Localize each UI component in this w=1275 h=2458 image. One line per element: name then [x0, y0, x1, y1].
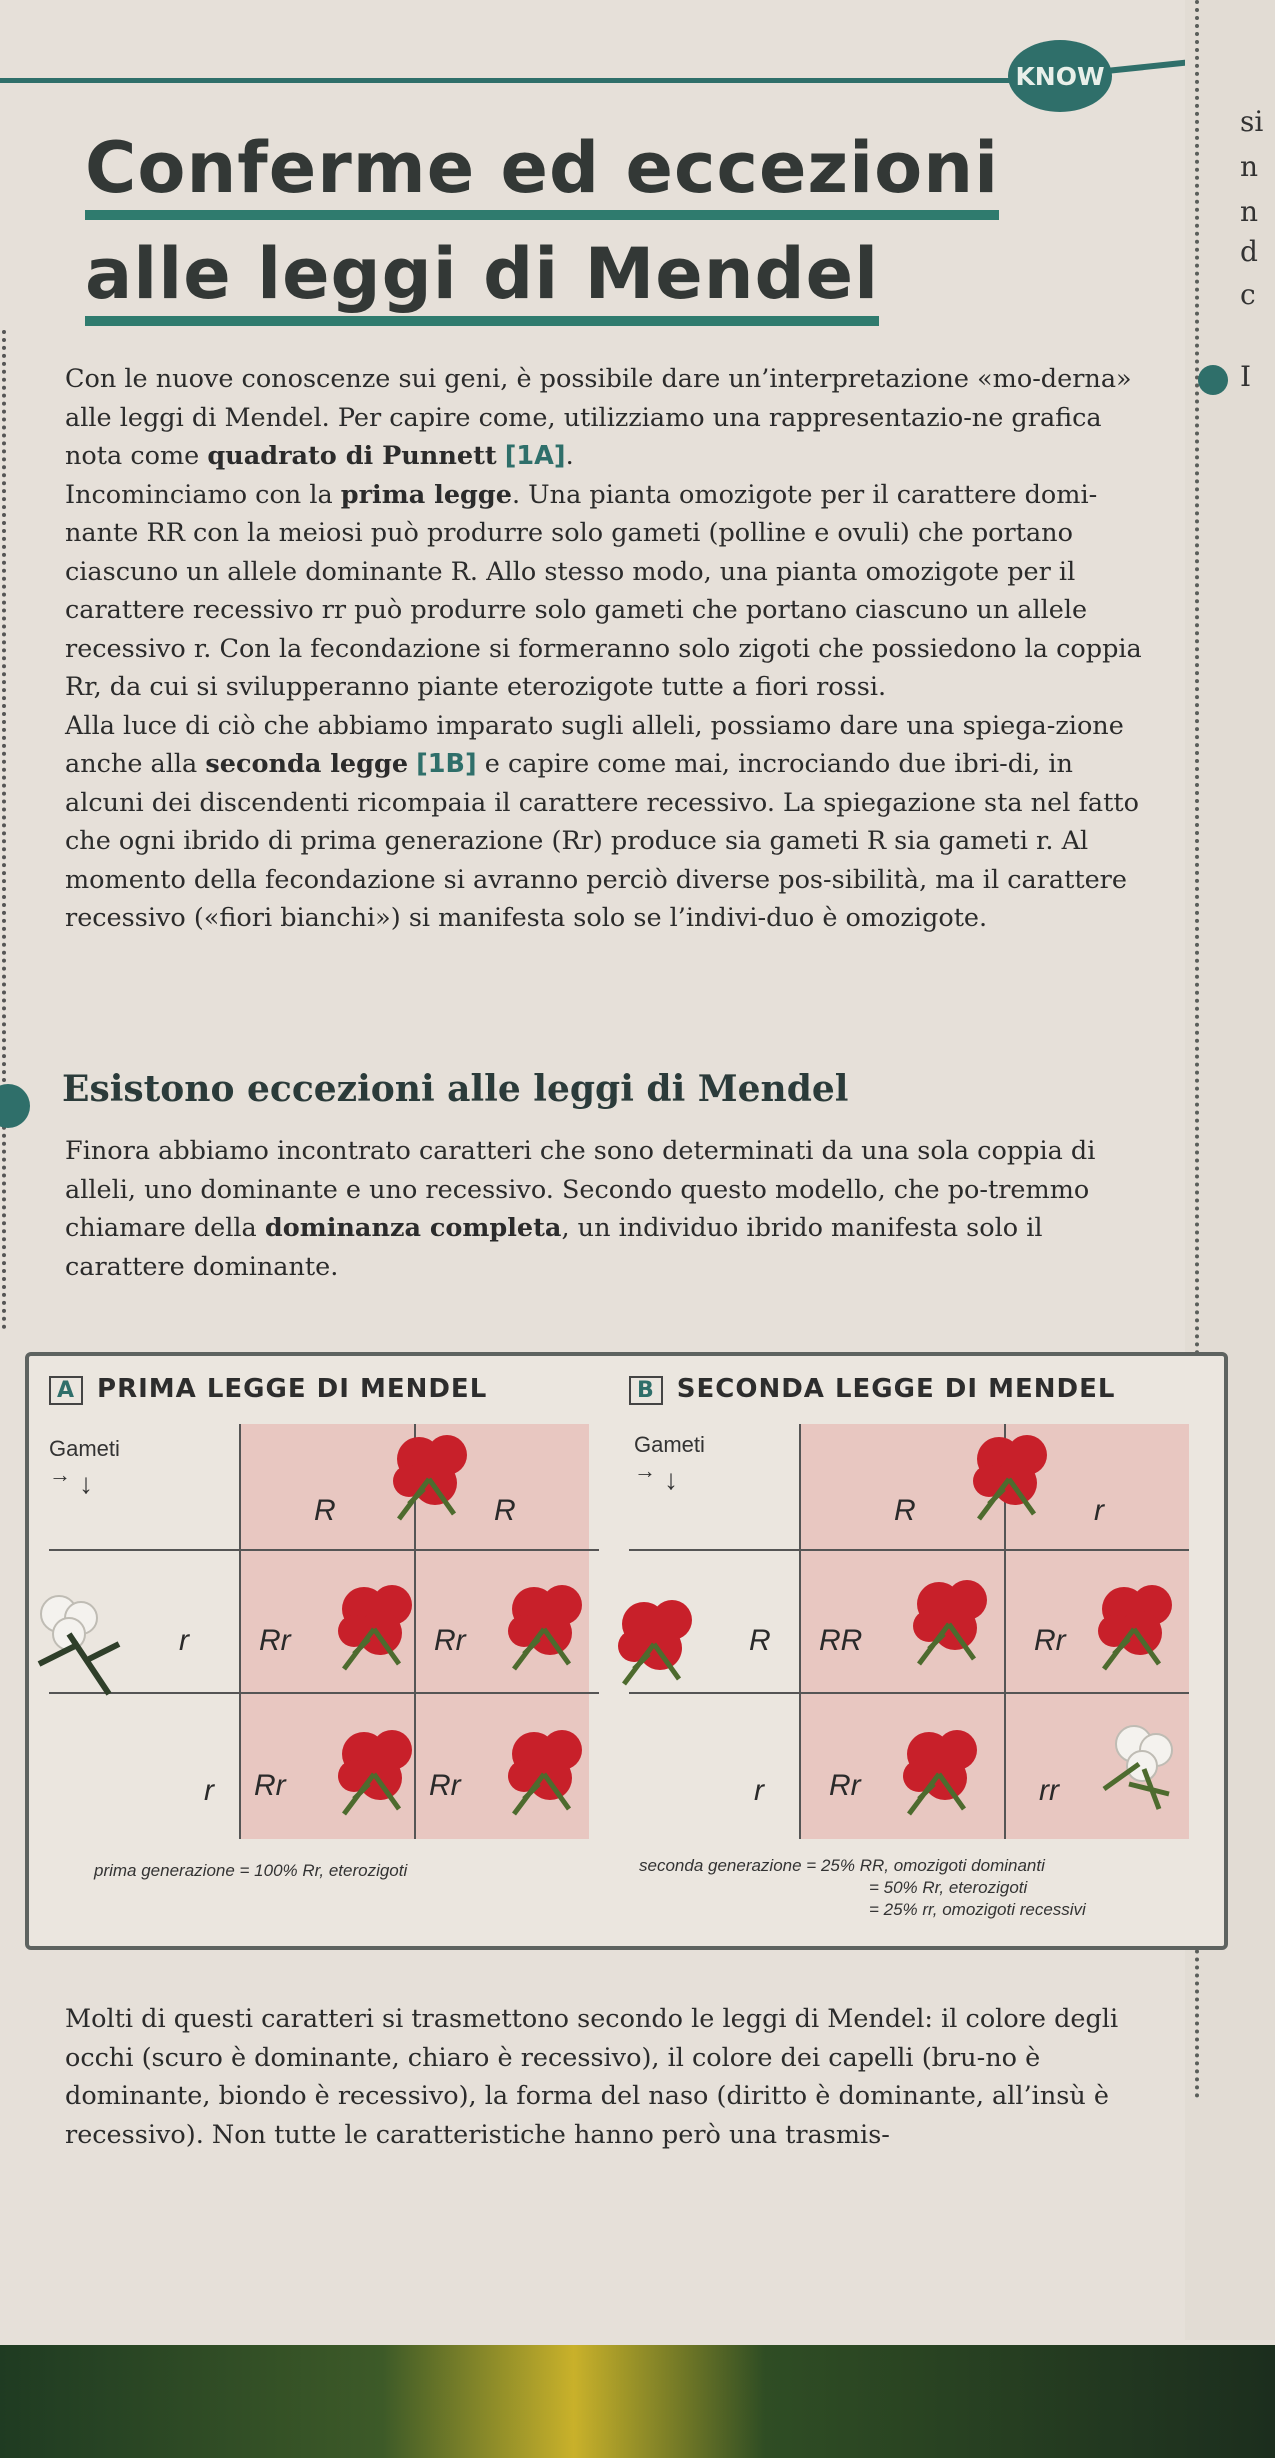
genotype-cell: Rr	[1034, 1624, 1066, 1657]
row-header: r	[754, 1774, 764, 1807]
intro-text: Con le nuove conoscenze sui geni, è possibile dare un’interpretazione «mo-derna» alle leggi di Mendel. Per capire come, utilizziamo una rappresentazio-ne grafica nota come	[65, 364, 1132, 471]
edge-letter: d	[1240, 235, 1258, 268]
panel-b-title-text: SECONDA LEGGE DI MENDEL	[676, 1374, 1116, 1404]
intro-paragraph	[65, 360, 1145, 938]
section-bullet	[0, 1084, 30, 1128]
panel-b-caption-1: seconda generazione = 25% RR, omozigoti dominanti	[639, 1856, 1045, 1875]
row-header: r	[204, 1774, 214, 1807]
left-dotted-margin	[2, 330, 6, 1330]
red-flower-icon	[1084, 1569, 1194, 1679]
title-line-1: Conferme ed eccezioni	[85, 126, 999, 220]
col-header: r	[1094, 1494, 1104, 1527]
edge-letter: n	[1240, 195, 1259, 228]
figure-ref-1a[interactable]: [1A]	[504, 441, 566, 471]
edge-letter: n	[1240, 150, 1259, 183]
section-paragraph	[65, 1132, 1145, 1286]
red-flower-icon	[899, 1564, 1009, 1674]
next-page-edge	[1185, 0, 1275, 2340]
title-line-2: alle leggi di Mendel	[85, 232, 879, 326]
down-arrow-icon: ↓	[79, 1468, 93, 1499]
genotype-cell: Rr	[429, 1769, 461, 1802]
gametes-label: Gameti →	[634, 1432, 705, 1483]
intro-text: Incominciamo con la	[65, 479, 341, 510]
term-first-law: prima legge	[340, 479, 512, 510]
grid-line	[49, 1549, 599, 1551]
row-header: r	[179, 1624, 189, 1657]
intro-text: . Una pianta omozigote per il carattere domi-nante RR con la meiosi può produrre solo gameti (polline e ovuli) che portano ciascuno un allele dominante R. Allo stesso modo, una pianta omozigote per il carattere recessivo rr può produrre solo gameti che portano ciascuno un allele recessivo r. Con la fecondazione si formeranno solo zigoti che possiedono la coppia Rr, da cui si svilupperanno piante eterozigote tutte a fiori rossi.	[65, 479, 1142, 702]
panel-b-letter: B	[629, 1376, 663, 1405]
panel-b-caption-2: = 50% Rr, eterozigoti	[869, 1878, 1028, 1897]
intro-text: e capire come mai, incrociando due ibri-di, in alcuni dei discendenti ricompaia il carattere recessivo. La spiegazione sta nel fatto che ogni ibrido di prima generazione (Rr) produce sia gameti R sia gameti r. Al momento della fecondazione si avranno perciò diverse pos-sibilità, ma il carattere recessivo («fiori bianchi») si manifesta solo se l’indivi-duo è omozigote.	[65, 749, 1139, 933]
panel-a-title-text: PRIMA LEGGE DI MENDEL	[97, 1374, 488, 1404]
genotype-cell: RR	[819, 1624, 863, 1657]
col-header: R	[314, 1494, 336, 1527]
panel-b-caption-3: = 25% rr, omozigoti recessivi	[869, 1900, 1086, 1919]
grid-line	[239, 1424, 241, 1839]
down-arrow-icon: ↓	[664, 1464, 678, 1495]
red-flower-icon	[889, 1714, 999, 1824]
section-heading: Esistono eccezioni alle leggi di Mendel	[62, 1068, 849, 1110]
gametes-label: Gameti →	[49, 1436, 120, 1487]
red-flower-icon	[324, 1569, 434, 1679]
edge-letter: si	[1240, 105, 1264, 138]
edge-bullet	[1198, 365, 1228, 395]
edge-letter: I	[1240, 360, 1252, 393]
col-header: R	[894, 1494, 916, 1527]
section-text: Finora abbiamo incontrato caratteri che sono determinati da una sola coppia di alleli, uno dominante e uno recessivo. Secondo questo modello, che po-tremmo chiamare della	[65, 1136, 1096, 1243]
panel-b-title	[629, 1374, 1115, 1405]
row-header: R	[749, 1624, 771, 1657]
red-flower-icon	[959, 1419, 1069, 1529]
intro-text: .	[565, 441, 574, 471]
know-badge: KNOW	[1008, 40, 1112, 112]
edge-letter: c	[1240, 278, 1256, 311]
genotype-cell: Rr	[434, 1624, 466, 1657]
closing-paragraph: Molti di questi caratteri si trasmettono secondo le leggi di Mendel: il colore degli occhi (scuro è dominante, chiaro è recessivo), il colore dei capelli (bru-no è dominante, biondo è recessivo), la forma del naso (diritto è dominante, all’insù è recessivo). Non tutte le caratteristiche hanno però una trasmis-	[65, 2004, 1119, 2150]
genotype-cell: Rr	[829, 1769, 861, 1802]
white-flower-icon	[19, 1584, 149, 1704]
page-title	[85, 120, 1015, 326]
red-flower-icon	[379, 1419, 489, 1529]
background-below-page	[0, 2345, 1275, 2458]
red-flower-icon	[604, 1584, 714, 1694]
top-rule	[0, 78, 1070, 83]
term-second-law: seconda legge	[205, 749, 409, 779]
genotype-cell: Rr	[254, 1769, 286, 1802]
term-punnett: quadrato di Punnett	[207, 441, 497, 471]
white-flower-icon	[1084, 1714, 1194, 1824]
red-flower-icon	[494, 1569, 604, 1679]
grid-line	[799, 1424, 801, 1839]
section-text: , un individuo ibrido manifesta solo il carattere dominante.	[65, 1213, 1043, 1282]
red-flower-icon	[494, 1714, 604, 1824]
genotype-cell: Rr	[259, 1624, 291, 1657]
figure-ref-1b[interactable]: [1B]	[416, 749, 477, 779]
panel-a-title	[49, 1374, 487, 1405]
genotype-cell: rr	[1039, 1774, 1059, 1807]
punnett-figure	[25, 1352, 1228, 1950]
intro-text: Alla luce di ciò che abbiamo imparato sugli alleli, possiamo dare una spiega-zione anche alla	[65, 710, 1124, 779]
grid-line	[629, 1549, 1189, 1551]
panel-a-caption: prima generazione = 100% Rr, eterozigoti	[94, 1861, 408, 1880]
red-flower-icon	[324, 1714, 434, 1824]
term-complete-dominance: dominanza completa	[264, 1213, 562, 1243]
col-header: R	[494, 1494, 516, 1527]
panel-a-letter: A	[49, 1376, 83, 1405]
